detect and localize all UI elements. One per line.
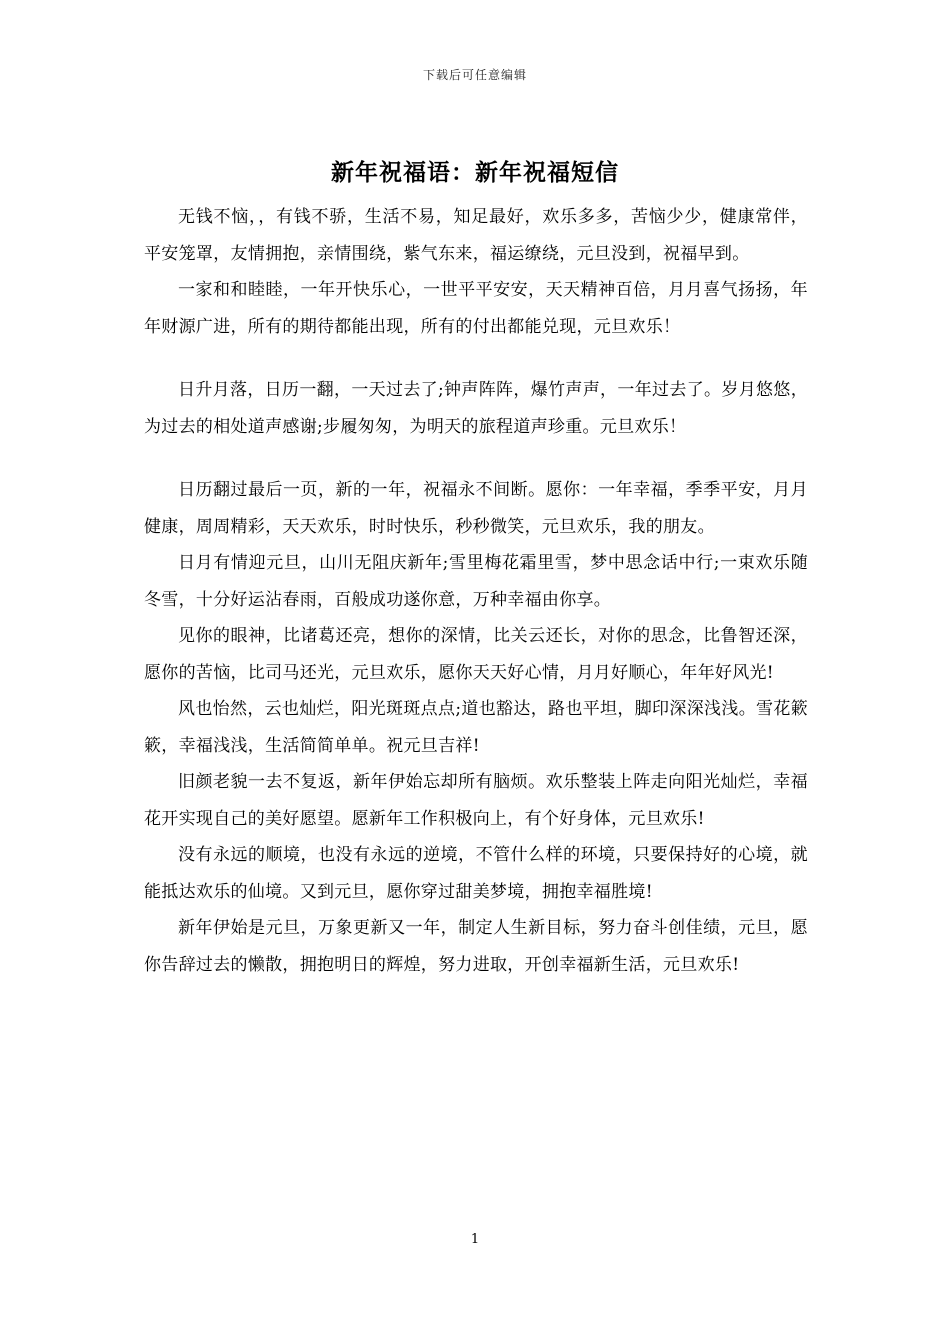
paragraph-10: 新年伊始是元旦，万象更新又一年，制定人生新目标，努力奋斗创佳绩，元旦，愿你告辞过去的懒散，拥抱明日的辉煌，努力进取，开创幸福新生活，元旦欢乐! [144,918,808,975]
paragraph-5: 日月有情迎元旦，山川无阻庆新年;雪里梅花霜里雪，梦中思念话中行;一束欢乐随冬雪，十分好运沾春雨，百般成功遂你意，万种幸福由你享。 [144,553,808,610]
document-title: 新年祝福语：新年祝福短信 [331,159,619,186]
paragraph-6: 见你的眼神，比诸葛还亮，想你的深情，比关云还长，对你的思念，比鲁智还深，愿你的苦恼，比司马还光，元旦欢乐，愿你天天好心情，月月好顺心，年年好风光! [144,626,808,683]
paragraph-4: 日历翻过最后一页，新的一年，祝福永不间断。愿你：一年幸福，季季平安，月月健康，周周精彩，天天欢乐，时时快乐，秒秒微笑，元旦欢乐，我的朋友。 [144,480,808,537]
page-number: 1 [470,1232,480,1247]
paragraph-9: 没有永远的顺境，也没有永远的逆境，不管什么样的环境，只要保持好的心境，就能抵达欢乐的仙境。又到元旦，愿你穿过甜美梦境，拥抱幸福胜境! [144,845,808,902]
header-note: 下载后可任意编辑 [422,68,527,82]
paragraph-8: 旧颜老貌一去不复返，新年伊始忘却所有脑烦。欢乐整装上阵走向阳光灿烂，幸福花开实现自己的美好愿望。愿新年工作积极向上，有个好身体，元旦欢乐! [144,772,808,829]
paragraph-3: 日升月落，日历一翻，一天过去了;钟声阵阵，爆竹声声，一年过去了。岁月悠悠，为过去的相处道声感谢;步履匆匆，为明天的旅程道声珍重。元旦欢乐！ [144,380,808,437]
paragraph-7: 风也怡然，云也灿烂，阳光斑斑点点;道也豁达，路也平坦，脚印深深浅浅。雪花簌簌，幸福浅浅，生活简简单单。祝元旦吉祥! [144,699,808,756]
document-body [144,199,808,983]
paragraph-1: 无钱不恼，，有钱不骄，生活不易，知足最好，欢乐多多，苦恼少少，健康常伴，平安笼罩，友情拥抱，亲情围绕，紫气东来，福运缭绕，元旦没到，祝福早到。 [144,207,808,264]
paragraph-2: 一家和和睦睦，一年开快乐心，一世平平安安，天天精神百倍，月月喜气扬扬，年年财源广进，所有的期待都能出现，所有的付出都能兑现，元旦欢乐！ [144,280,808,337]
